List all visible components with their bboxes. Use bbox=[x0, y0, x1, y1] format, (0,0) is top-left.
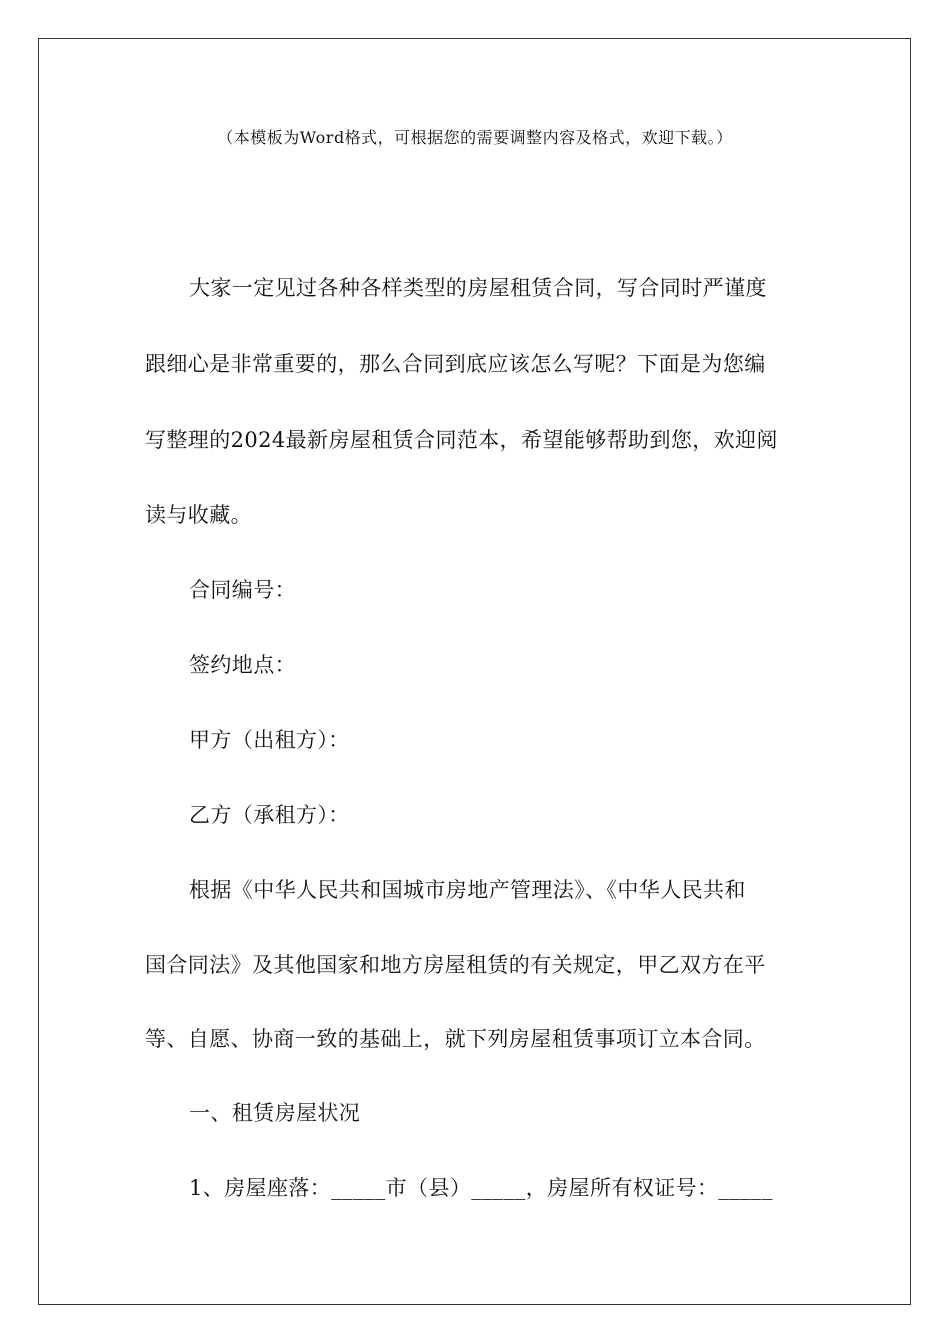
intro-line-1: 大家一定见过各种各样类型的房屋租赁合同，写合同时严谨度 bbox=[189, 276, 767, 300]
signing-place-label: 签约地点： bbox=[189, 653, 296, 677]
party-a-label: 甲方（出租方）： bbox=[189, 728, 350, 752]
template-note: （本模板为Word格式，可根据您的需要调整内容及格式，欢迎下载。） bbox=[217, 128, 733, 147]
party-b-label: 乙方（承租方）： bbox=[189, 803, 350, 827]
basis-line-2: 国合同法》及其他国家和地方房屋租赁的有关规定，甲乙双方在平 bbox=[145, 953, 766, 977]
intro-line-2: 跟细心是非常重要的，那么合同到底应该怎么写呢？下面是为您编 bbox=[145, 352, 766, 376]
intro-line-4: 读与收藏。 bbox=[145, 503, 252, 527]
basis-line-1: 根据《中华人民共和国城市房地产管理法》、《中华人民共和 bbox=[189, 878, 746, 902]
contract-number-label: 合同编号： bbox=[189, 578, 296, 602]
intro-line-3: 写整理的2024最新房屋租赁合同范本，希望能够帮助到您，欢迎阅 bbox=[145, 428, 778, 452]
basis-line-3: 等、自愿、协商一致的基础上，就下列房屋租赁事项订立本合同。 bbox=[145, 1027, 766, 1051]
item-one-location: 1、房屋座落：_____市（县）_____，房屋所有权证号：_____ bbox=[189, 1176, 773, 1200]
section-one-title: 一、租赁房屋状况 bbox=[189, 1101, 361, 1125]
